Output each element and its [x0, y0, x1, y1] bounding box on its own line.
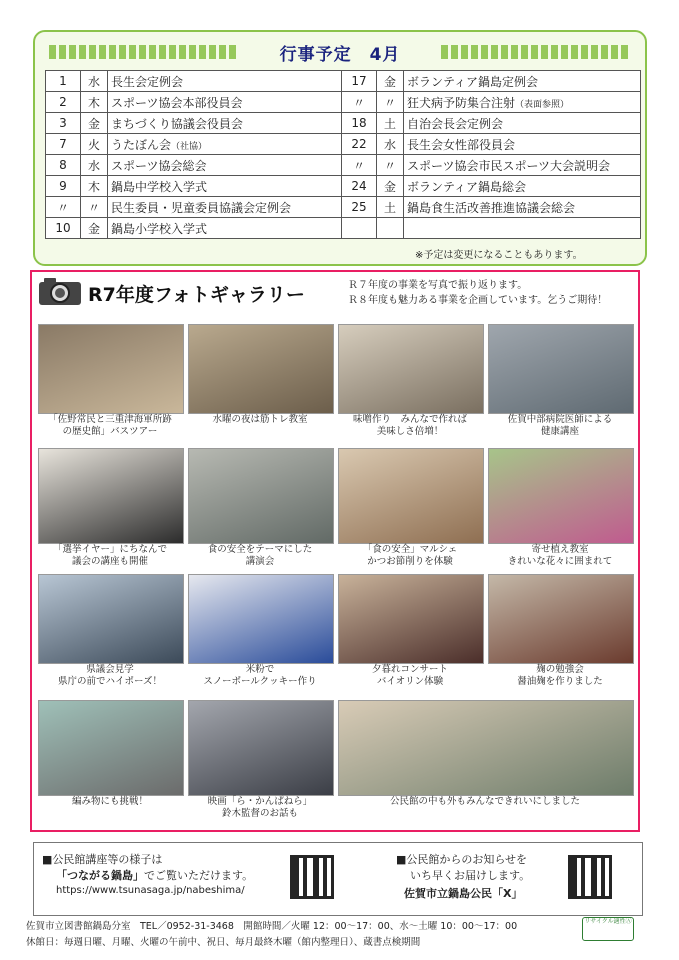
- schedule-table-right: [341, 70, 641, 239]
- footer-line2: 休館日：毎週日曜、月曜、火曜の午前中、祝日、毎月最終木曜（館内整理日）、蔵書点検期間: [26, 937, 421, 948]
- photo-caption-line: 水曜の夜は筋トレ教室: [212, 414, 308, 425]
- photo-caption-line: かつお節削りを体験: [367, 556, 453, 567]
- schedule-row: [342, 176, 641, 197]
- info-left-line2-rest: でご覧いただけます。: [144, 869, 254, 882]
- photo-caption-line: 県庁の前でハイポーズ！: [57, 676, 163, 687]
- schedule-weekday: 金: [87, 116, 100, 131]
- schedule-title: 行事予定 4月: [279, 45, 401, 65]
- gallery-photo: [38, 324, 184, 414]
- photo-caption: [188, 796, 332, 820]
- gallery-photo: [38, 574, 184, 664]
- photo-caption: [488, 664, 632, 688]
- schedule-day: 8: [59, 158, 67, 172]
- site-name: 「つながる鍋島」: [56, 869, 144, 882]
- gallery-photo: [188, 574, 334, 664]
- photo-caption-line: 「食の安全」マルシェ: [362, 544, 458, 555]
- schedule-day: 〃: [352, 95, 365, 110]
- photo-caption: [338, 544, 482, 568]
- photo-caption-line: 醤油麹を作りました: [517, 676, 603, 687]
- photo-caption-line: 映画「ら・かんぱねら」: [207, 796, 313, 807]
- gallery-photo: [338, 574, 484, 664]
- schedule-event: スポーツ協会総会: [111, 158, 207, 173]
- schedule-weekday: 木: [87, 95, 100, 110]
- info-right-line3: 佐賀市立鍋島公民「X」: [404, 887, 523, 900]
- recycle-badge: [582, 917, 634, 941]
- qr-code-x[interactable]: [568, 855, 612, 899]
- gallery-photo: [188, 448, 334, 544]
- photo-gallery: [30, 270, 640, 832]
- schedule-weekday: 〃: [87, 200, 100, 215]
- schedule-day: 1: [59, 74, 67, 88]
- photo-caption-line: 「佐野常民と三重津海軍所跡: [48, 414, 172, 425]
- photo-caption-line: 味噌作り みんなで作れば: [352, 414, 467, 425]
- gallery-photo: [488, 324, 634, 414]
- schedule-row: [46, 197, 345, 218]
- schedule-row: [46, 218, 345, 239]
- schedule-weekday: 土: [383, 116, 396, 131]
- schedule-weekday: 火: [87, 137, 100, 152]
- schedule-panel: [33, 30, 647, 266]
- photo-caption: [38, 544, 182, 568]
- photo-caption: [38, 414, 182, 438]
- photo-caption-line: 県議会見学: [86, 664, 134, 675]
- info-box: [33, 842, 643, 916]
- info-right-line2: いち早くお届けします。: [410, 869, 531, 882]
- photo-caption-line: 公民館の中も外もみんなできれいにしました: [389, 796, 580, 807]
- schedule-event: 鍋島食生活改善推進協議会総会: [407, 200, 576, 215]
- schedule-table-left: [45, 70, 345, 239]
- info-left-line1: ■公民館講座等の様子は: [42, 853, 163, 866]
- photo-caption-line: 健康講座: [540, 426, 579, 437]
- camera-icon: [38, 276, 82, 306]
- schedule-day: 〃: [352, 158, 365, 173]
- schedule-weekday: 木: [87, 179, 100, 194]
- photo-caption: [188, 414, 332, 426]
- schedule-row: [342, 92, 641, 113]
- photo-caption-line: 米粉で: [245, 664, 275, 675]
- schedule-day: 7: [59, 137, 67, 151]
- gallery-photo: [338, 448, 484, 544]
- schedule-event: スポーツ協会本部役員会: [111, 95, 243, 110]
- photo-caption-line: 麹の勉強会: [536, 664, 584, 675]
- photo-caption: [338, 664, 482, 688]
- gallery-photo: [38, 700, 184, 796]
- qr-code-site[interactable]: [290, 855, 334, 899]
- schedule-weekday: 土: [383, 200, 396, 215]
- schedule-event: 自治会長会定例会: [407, 116, 504, 131]
- gallery-title: R7年度フォトギャラリー: [88, 284, 305, 306]
- gallery-photo: [188, 700, 334, 796]
- schedule-event: ボランティア鍋島総会: [407, 179, 527, 194]
- schedule-day: 24: [351, 179, 367, 193]
- photo-caption-line: 鈴木監督のお話も: [221, 808, 298, 819]
- schedule-day: 9: [59, 179, 67, 193]
- gallery-photo: [488, 574, 634, 664]
- schedule-day: 10: [55, 221, 71, 235]
- photo-caption: [338, 796, 632, 808]
- schedule-event: 鍋島中学校入学式: [111, 179, 208, 194]
- schedule-weekday: 水: [87, 158, 100, 173]
- schedule-event-note: （社協）: [171, 141, 208, 152]
- schedule-event-note: （表面参照）: [515, 99, 570, 110]
- info-left-line2: [56, 867, 253, 883]
- schedule-row: [46, 134, 345, 155]
- gallery-intro-line1: Ｒ７年度の事業を写真で振り返ります。: [348, 280, 528, 291]
- schedule-event: まちづくり協議会役員会: [111, 116, 243, 131]
- schedule-row: [46, 92, 345, 113]
- recycle-badge-label: リサイクル適性Ⓐ: [584, 918, 632, 925]
- schedule-day: 22: [351, 137, 367, 151]
- photo-caption-line: 編み物にも挑戦！: [71, 796, 148, 807]
- schedule-row: [342, 155, 641, 176]
- schedule-note: ※予定は変更になることもあります。: [415, 250, 583, 261]
- schedule-weekday: 金: [87, 221, 100, 236]
- photo-caption: [38, 796, 182, 808]
- schedule-event: うたぼん会: [111, 137, 172, 152]
- photo-caption: [488, 544, 632, 568]
- schedule-day: 〃: [56, 200, 69, 215]
- schedule-weekday: 金: [383, 74, 396, 89]
- photo-caption-line: バイオリン体験: [376, 676, 444, 687]
- schedule-row: [342, 71, 641, 92]
- photo-caption-line: 議会の講座も開催: [71, 556, 148, 567]
- footer-line1: 佐賀市立図書館鍋島分室 TEL／0952-31-3468 開館時間／火曜 12：00～17：00、水～土曜 10：00～17：00: [26, 921, 518, 932]
- schedule-event: スポーツ協会市民スポーツ大会説明会: [407, 158, 611, 173]
- schedule-event: 長生会定例会: [111, 74, 184, 89]
- photo-caption-line: 美味しさ倍増！: [376, 426, 444, 437]
- schedule-weekday: 金: [383, 179, 396, 194]
- photo-caption-line: 夕暮れコンサート: [371, 664, 448, 675]
- gallery-photo: [338, 324, 484, 414]
- schedule-event: 民生委員・児童委員協議会定例会: [111, 200, 292, 215]
- schedule-row: [46, 155, 345, 176]
- photo-caption: [38, 664, 182, 688]
- photo-caption-line: 寄せ植え教室: [531, 544, 589, 555]
- schedule-weekday: 水: [383, 137, 396, 152]
- gallery-photo: [488, 448, 634, 544]
- photo-caption-line: 「選挙イヤー」にちなんで: [52, 544, 167, 555]
- photo-caption-line: スノーボールクッキー作り: [203, 676, 317, 687]
- info-right-line1: ■公民館からのお知らせを: [396, 853, 528, 866]
- photo-caption: [488, 414, 632, 438]
- photo-caption-line: 講演会: [245, 556, 275, 567]
- schedule-day: 25: [351, 200, 367, 214]
- schedule-row: [342, 113, 641, 134]
- schedule-day: 3: [59, 116, 67, 130]
- schedule-event: 鍋島小学校入学式: [111, 221, 208, 236]
- photo-caption-line: 食の安全をテーマにした: [207, 544, 313, 555]
- schedule-weekday: 水: [87, 74, 100, 89]
- photo-caption-line: 佐賀中部病院医師による: [507, 414, 613, 425]
- schedule-row: [46, 113, 345, 134]
- gallery-intro: [348, 278, 638, 308]
- gallery-photo: [188, 324, 334, 414]
- site-url-link[interactable]: https://www.tsunasaga.jp/nabeshima/: [56, 885, 245, 896]
- photo-caption-line: の歴史館」バスツアー: [62, 426, 158, 437]
- schedule-row: [342, 197, 641, 218]
- photo-caption: [188, 544, 332, 568]
- schedule-day: 18: [351, 116, 367, 130]
- schedule-row: [342, 134, 641, 155]
- gallery-photo: [38, 448, 184, 544]
- photo-caption: [338, 414, 482, 438]
- gallery-photo: [338, 700, 634, 796]
- schedule-row: [46, 176, 345, 197]
- schedule-event: 狂犬病予防集合注射: [407, 95, 516, 110]
- schedule-event: 長生会女性部役員会: [407, 137, 516, 152]
- schedule-weekday: 〃: [383, 95, 396, 110]
- schedule-row: [46, 71, 345, 92]
- schedule-row: [342, 218, 641, 239]
- gallery-intro-line2: Ｒ８年度も魅力ある事業を企画しています。乞うご期待！: [348, 295, 608, 306]
- schedule-weekday: 〃: [383, 158, 396, 173]
- schedule-day: 17: [351, 74, 367, 88]
- schedule-event: ボランティア鍋島定例会: [407, 74, 539, 89]
- schedule-day: 2: [59, 95, 67, 109]
- photo-caption-line: きれいな花々に囲まれて: [507, 556, 613, 567]
- photo-caption: [188, 664, 332, 688]
